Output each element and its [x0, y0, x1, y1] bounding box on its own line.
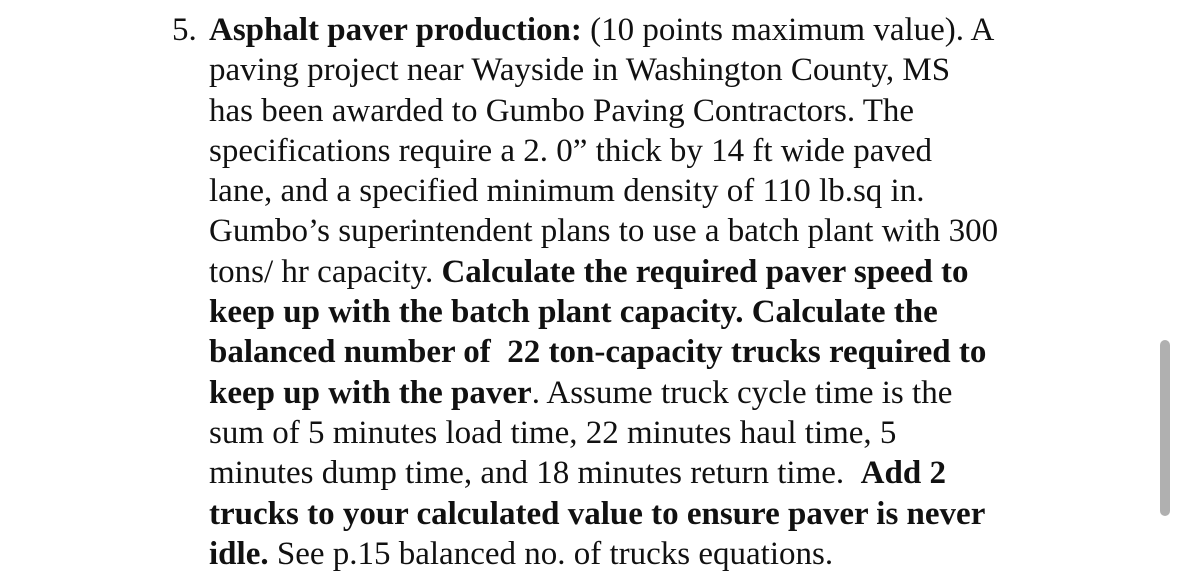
problem-line-11 — [172, 413, 1052, 453]
problem-line-1 — [172, 10, 1052, 50]
vertical-scrollbar[interactable] — [1160, 340, 1170, 516]
problem-text: sum of 5 minutes load time, 22 minutes haul time, 5 — [209, 414, 897, 451]
problem-line-14 — [172, 534, 1052, 574]
problem-text: Gumbo’s superintendent plans to use a batch plant with 300 — [209, 213, 999, 250]
problem-line-4 — [172, 131, 1052, 171]
problem-text: specifications require a 2. 0” thick by 14 ft wide paved — [209, 132, 933, 169]
problem-number: 5. — [172, 12, 197, 48]
problem-bold-text: balanced number of 22 ton-capacity trucks required to — [209, 334, 987, 371]
problem-line-2 — [172, 50, 1052, 90]
problem-text: has been awarded to Gumbo Paving Contractors. The — [209, 92, 915, 129]
problem-text: . Assume truck cycle time is the — [531, 374, 953, 411]
problem-bold-text: keep up with the paver — [209, 374, 532, 411]
problem-line-10 — [172, 373, 1052, 413]
problem-line-3 — [172, 91, 1052, 131]
problem-bold-text: idle. — [209, 535, 269, 572]
problem-bold-text: trucks to your calculated value to ensure paver is never — [209, 495, 986, 532]
problem-text: paving project near Wayside in Washington County, MS — [209, 52, 951, 89]
problem-line-8 — [172, 292, 1052, 332]
problem-text: See p.15 balanced no. of trucks equations. — [268, 535, 834, 572]
problem-text: minutes dump time, and 18 minutes return time. — [209, 455, 861, 492]
problem-line-12 — [172, 453, 1052, 493]
problem-bold-text: Add 2 — [860, 455, 946, 492]
problem-text: lane, and a specified minimum density of 110 lb.sq in. — [209, 173, 925, 210]
problem-line-13 — [172, 494, 1052, 534]
problem-line-6 — [172, 211, 1052, 251]
problem-bold-text: keep up with the batch plant capacity. Calculate the — [209, 294, 938, 331]
problem-line-7 — [172, 252, 1052, 292]
problem-line-9 — [172, 332, 1052, 372]
problem-line-5 — [172, 171, 1052, 211]
problem-heading: Asphalt paver production: — [209, 12, 582, 48]
problem-bold-text: Calculate the required paver speed to — [441, 253, 969, 290]
problem-5 — [172, 10, 1052, 574]
problem-text: (10 points maximum value). A — [581, 12, 995, 48]
problem-text: tons/ hr capacity. — [209, 253, 442, 290]
